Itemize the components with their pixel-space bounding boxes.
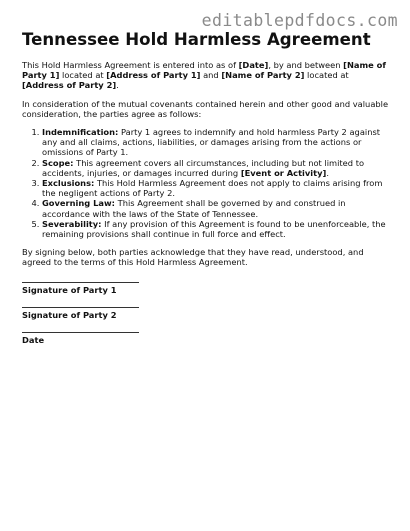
clause-text: If any provision of this Agreement is found to be unenforceable, the remaining provisions shall continue in full force and effect. bbox=[42, 218, 386, 240]
clause-heading: Indemnification: bbox=[42, 127, 119, 138]
date-label: Date bbox=[22, 334, 45, 345]
watermark-logo-text: editablepdfdocs.com bbox=[201, 11, 398, 30]
signature-block bbox=[22, 282, 390, 345]
date-placeholder: [Date] bbox=[238, 60, 269, 70]
clause-text: . bbox=[326, 167, 329, 178]
clause-scope bbox=[42, 158, 390, 178]
date-line[interactable] bbox=[22, 332, 139, 333]
clause-list bbox=[22, 127, 390, 239]
intro-text: and bbox=[200, 70, 222, 81]
party2-address-placeholder: [Address of Party 2] bbox=[22, 80, 117, 91]
party2-name-placeholder: [Name of Party 2] bbox=[221, 70, 305, 81]
clause-severability bbox=[42, 219, 390, 239]
closing-paragraph: By signing below, both parties acknowledge that they have read, understood, and agreed to the terms of this Hold Harmless Agreement. bbox=[22, 247, 364, 268]
intro-text: located at bbox=[59, 70, 107, 81]
signature-label: Signature of Party 1 bbox=[22, 284, 117, 295]
document-body bbox=[22, 30, 390, 357]
consideration-paragraph: In consideration of the mutual covenants contained herein and other good and valuable consideration, the parties agree as follows: bbox=[22, 98, 389, 119]
intro-text: located at bbox=[304, 70, 349, 81]
clause-text: Party 1 agrees to indemnify and hold harmless Party 2 against any and all claims, actions, liabilities, or damages arising from the actions or omissions of Party 1. bbox=[42, 127, 381, 158]
signature-line[interactable] bbox=[22, 282, 139, 283]
clause-indemnification bbox=[42, 127, 390, 158]
intro-text: This Hold Harmless Agreement is entered into as of bbox=[22, 60, 239, 70]
signature-party-2 bbox=[22, 307, 390, 320]
document-title: Tennessee Hold Harmless Agreement bbox=[22, 30, 371, 49]
event-placeholder: [Event or Activity] bbox=[240, 167, 327, 178]
party1-name-placeholder: [Name of Party 1] bbox=[22, 60, 386, 81]
clause-exclusions bbox=[42, 178, 390, 198]
clause-heading: Scope: bbox=[42, 157, 74, 168]
clause-governing-law bbox=[42, 198, 390, 218]
signature-date bbox=[22, 332, 390, 345]
intro-text: . bbox=[116, 80, 119, 91]
party1-address-placeholder: [Address of Party 1] bbox=[106, 70, 201, 81]
clause-heading: Severability: bbox=[42, 218, 102, 229]
clause-text: This agreement covers all circumstances, including but not limited to accidents, injuries, or damages incurred during bbox=[42, 157, 365, 178]
clause-text: This Agreement shall be governed by and construed in accordance with the laws of the State of Tennessee. bbox=[42, 198, 346, 219]
signature-line[interactable] bbox=[22, 307, 139, 308]
clause-text: This Hold Harmless Agreement does not apply to claims arising from the negligent actions of Party 2. bbox=[42, 178, 383, 199]
intro-text: , by and between bbox=[268, 60, 344, 70]
signature-label: Signature of Party 2 bbox=[22, 309, 117, 320]
intro-paragraph bbox=[22, 60, 390, 91]
signature-party-1 bbox=[22, 282, 390, 295]
clause-heading: Exclusions: bbox=[42, 178, 95, 189]
clause-heading: Governing Law: bbox=[42, 198, 115, 209]
